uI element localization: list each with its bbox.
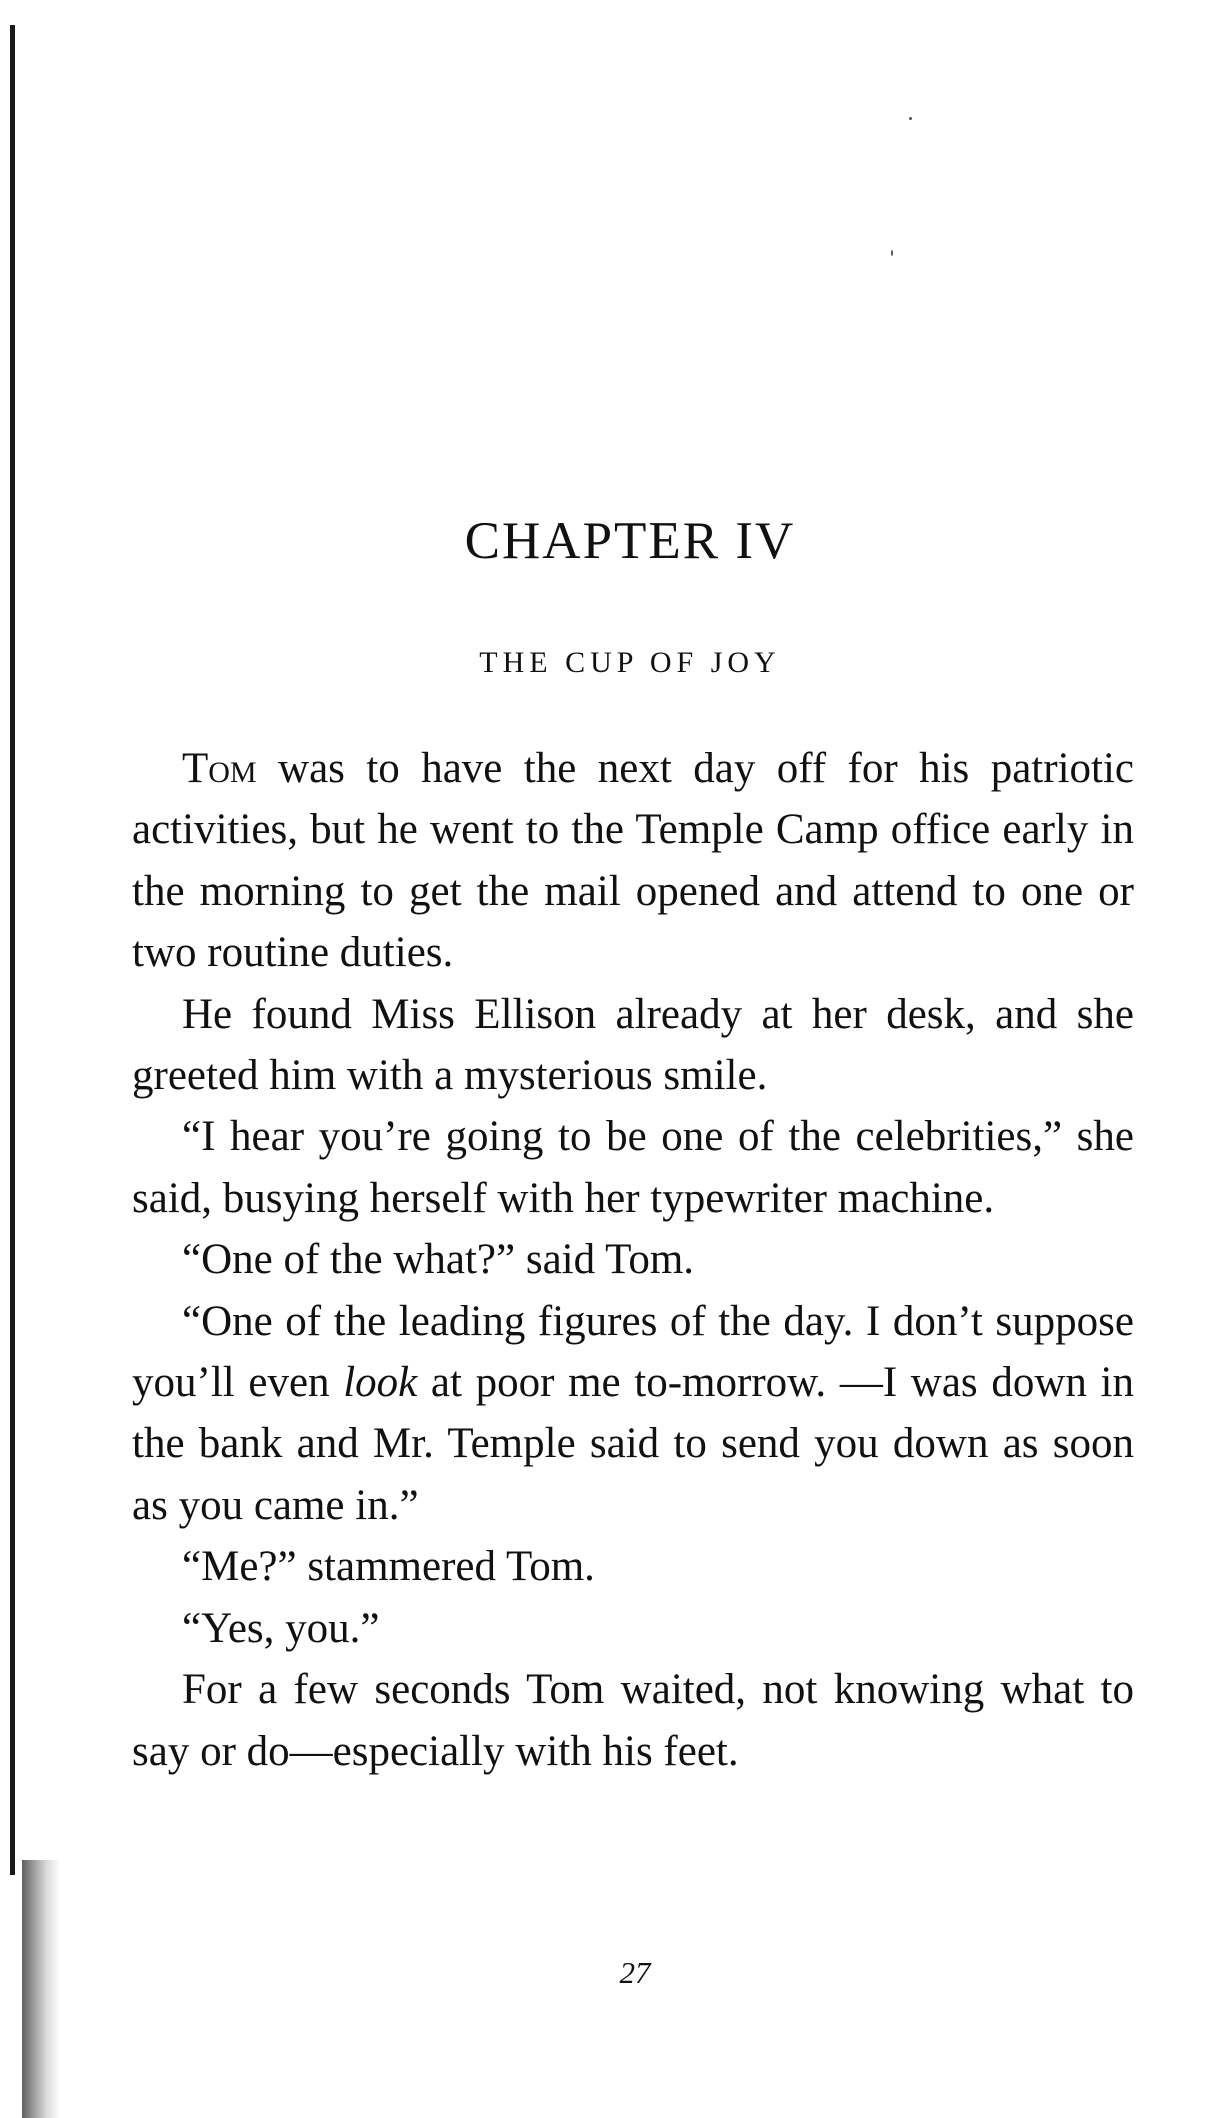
chapter-number: CHAPTER IV xyxy=(464,512,796,570)
page-number: 27 xyxy=(619,1955,651,1990)
chapter-title: THE CUP OF JOY xyxy=(479,646,781,679)
paragraph: “Yes, you.” xyxy=(182,1604,380,1652)
paragraph: He found Miss Ellison already at her desk, and she greeted him with a mysterious smile. xyxy=(132,990,1134,1100)
paragraph xyxy=(132,1291,1134,1537)
paper-speck xyxy=(909,117,912,120)
chapter-text xyxy=(132,738,1134,1782)
emphasized-word: look xyxy=(343,1359,418,1407)
paragraph: “I hear you’re going to be one of the celebrities,” she said, busying herself with her typewriter machine. xyxy=(132,1113,1134,1222)
paragraph-lead-word: Tom xyxy=(182,745,257,792)
paragraph xyxy=(132,738,1134,984)
paragraph: “Me?” stammered Tom. xyxy=(182,1543,595,1591)
paragraph-text: “One of the leading figures of the day. I don’t suppose you’ll even xyxy=(132,1297,1134,1407)
paper-speck xyxy=(891,250,893,256)
paragraph: For a few seconds Tom waited, not knowing what to say or do—especially with his feet. xyxy=(132,1666,1134,1775)
paragraph: “One of the what?” said Tom. xyxy=(182,1236,695,1284)
paragraph-text: was to have the next day off for his patriotic activities, but he went to the Temple Camp office early in the morning to get the mail opened and attend to one or two routine duties. xyxy=(132,745,1134,977)
binding-edge xyxy=(10,25,15,1875)
paragraph-text: at poor me to-morrow. —I was down in the bank and Mr. Temple said to send you down as soon as you came in.” xyxy=(132,1359,1134,1529)
